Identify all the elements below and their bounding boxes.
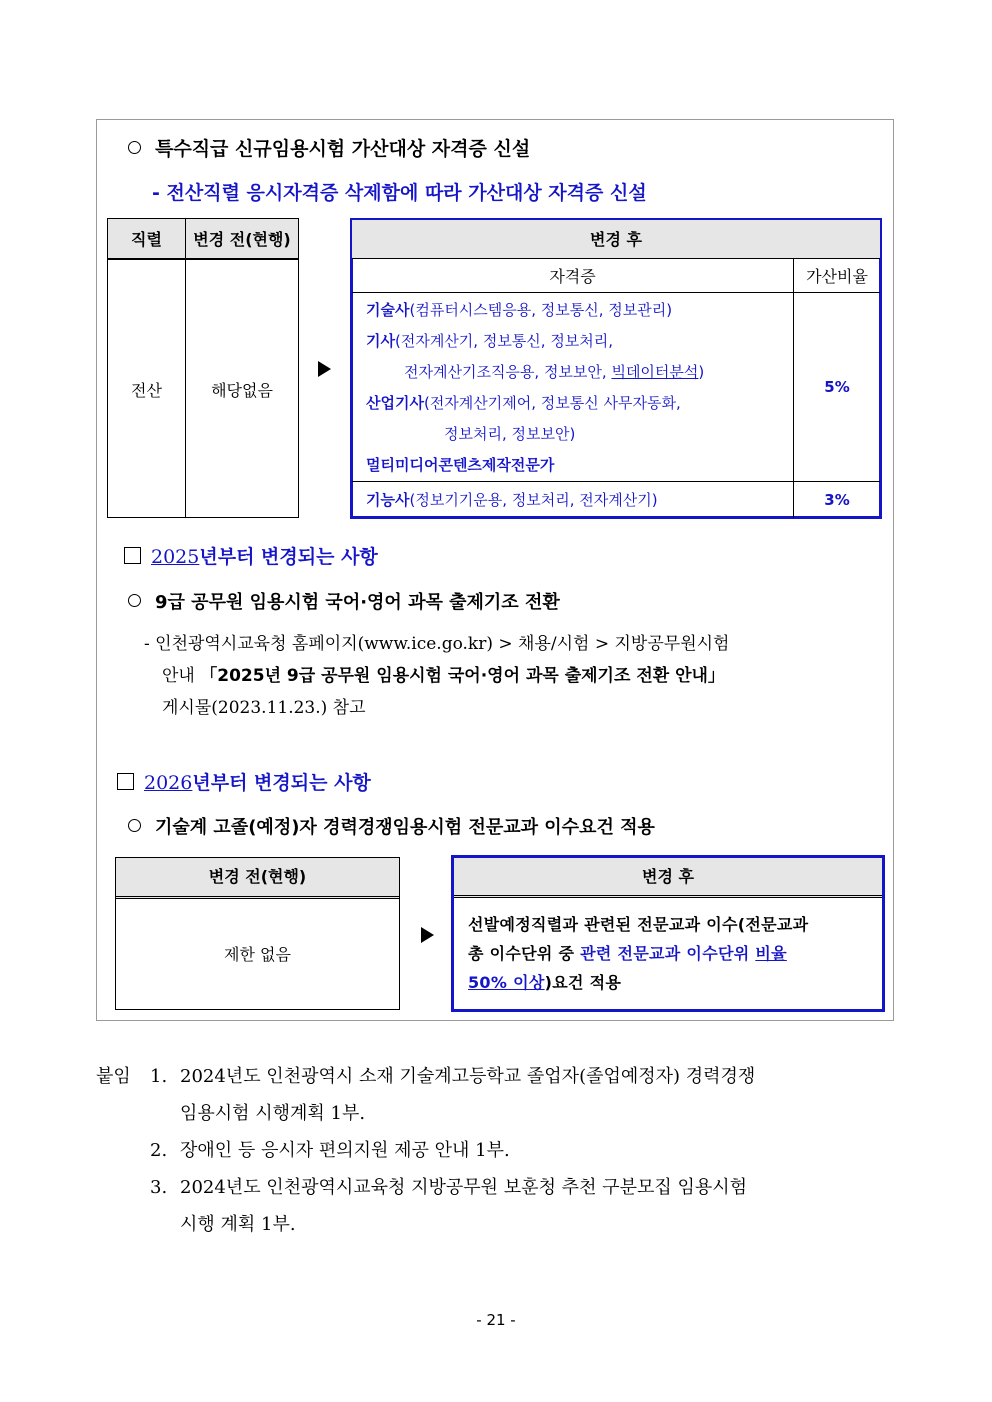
- section3-heading: 2026년부터 변경되는 사항: [117, 768, 371, 795]
- attachment-item: [96, 1058, 896, 1095]
- rate-craftsman: 3%: [794, 481, 881, 518]
- attachment-num: 3.: [150, 1177, 168, 1198]
- s3-before-content: 제한 없음: [224, 945, 291, 964]
- after-table: [352, 220, 880, 518]
- attachment-text: 시행 계획 1부.: [180, 1214, 296, 1235]
- s3-after-content: [454, 898, 882, 997]
- attachment-num: 1.: [150, 1066, 168, 1087]
- circle-bullet-icon: [128, 141, 141, 154]
- attachment-item-cont: [96, 1095, 896, 1132]
- cell-before: 해당없음: [186, 263, 299, 518]
- s3-after-line: 총 이수단위 중 관련 전문교과 이수단위 비율: [468, 944, 787, 963]
- page-number: - 21 -: [476, 1311, 516, 1329]
- header-rate: 가산비율: [794, 258, 881, 292]
- attachments: [96, 1058, 896, 1243]
- cert-line: 멀티미디어콘텐츠제작전문가: [366, 455, 555, 474]
- after-table-title: 변경 후: [352, 220, 880, 258]
- rate-main: 5%: [794, 292, 881, 481]
- attachment-text: 장애인 등 응시자 편의지원 제공 안내 1부.: [180, 1140, 510, 1161]
- s3-after-title: 변경 후: [454, 858, 882, 898]
- s3-before-box: [115, 857, 400, 1010]
- cert-line: 기사(전자계산기, 정보통신, 정보처리,: [366, 331, 614, 350]
- section1-subheading: - 전산직렬 응시자격증 삭제함에 따라 가산대상 자격증 신설: [152, 182, 647, 204]
- arrow-right-icon: [318, 361, 331, 377]
- s3-after-box: [451, 855, 885, 1012]
- attachment-item: [96, 1132, 896, 1169]
- section2-line3: 게시물(2023.11.23.) 참고: [162, 698, 366, 718]
- header-before: 변경 전(현행): [186, 219, 299, 259]
- s3-after-line: 50% 이상)요건 적용: [468, 973, 622, 992]
- circle-bullet-icon: [128, 594, 141, 607]
- s3-before-title: 변경 전(현행): [116, 858, 399, 899]
- section2-item: 9급 공무원 임용시험 국어·영어 과목 출제기조 전환: [128, 588, 560, 614]
- cert-list-craftsman: 기능사(정보기기운용, 정보처리, 전자계산기): [352, 481, 794, 518]
- attachment-text: 임용시험 시행계획 1부.: [180, 1103, 366, 1124]
- before-table: [107, 218, 299, 518]
- cert-list-main: [352, 292, 794, 481]
- cert-line: 기술사(컴퓨터시스템응용, 정보통신, 정보관리): [366, 300, 673, 319]
- arrow-right-icon: [421, 927, 434, 943]
- attachment-text: 2024년도 인천광역시교육청 지방공무원 보훈청 추천 구분모집 임용시험: [180, 1177, 747, 1198]
- header-job: 직렬: [108, 219, 186, 259]
- cert-line: 산업기사(전자계산기제어, 정보통신 사무자동화,: [366, 393, 681, 412]
- square-bullet-icon: [117, 773, 134, 790]
- header-cert: 자격증: [352, 258, 794, 292]
- section3-item: 기술계 고졸(예정)자 경력경쟁임용시험 전문교과 이수요건 적용: [128, 813, 655, 839]
- s3-after-line: 선발예정직렬과 관련된 전문교과 이수(전문교과: [468, 915, 809, 934]
- section1-heading: 특수직급 신규임용시험 가산대상 자격증 신설: [128, 134, 530, 161]
- attachment-item: [96, 1169, 896, 1206]
- square-bullet-icon: [124, 547, 141, 564]
- cell-job: 전산: [108, 263, 186, 518]
- cert-line: 전자계산기조직응용, 정보보안, 빅데이터분석): [404, 362, 705, 381]
- attachment-num: 2.: [150, 1140, 168, 1161]
- attachment-item-cont: [96, 1206, 896, 1243]
- attachment-text: 2024년도 인천광역시 소재 기술계고등학교 졸업자(졸업예정자) 경력경쟁: [180, 1066, 756, 1087]
- section2-line2: 안내 「2025년 9급 공무원 임용시험 국어·영어 과목 출제기조 전환 안내」: [162, 666, 725, 686]
- cert-line: 정보처리, 정보보안): [444, 424, 576, 443]
- section2-body: [144, 628, 884, 724]
- circle-bullet-icon: [128, 819, 141, 832]
- section2-heading: 2025년부터 변경되는 사항: [124, 542, 378, 569]
- attachments-label: 붙임: [96, 1066, 131, 1087]
- section2-line1: - 인천광역시교육청 홈페이지(www.ice.go.kr) > 채용/시험 > 지방공무원시험: [144, 634, 730, 654]
